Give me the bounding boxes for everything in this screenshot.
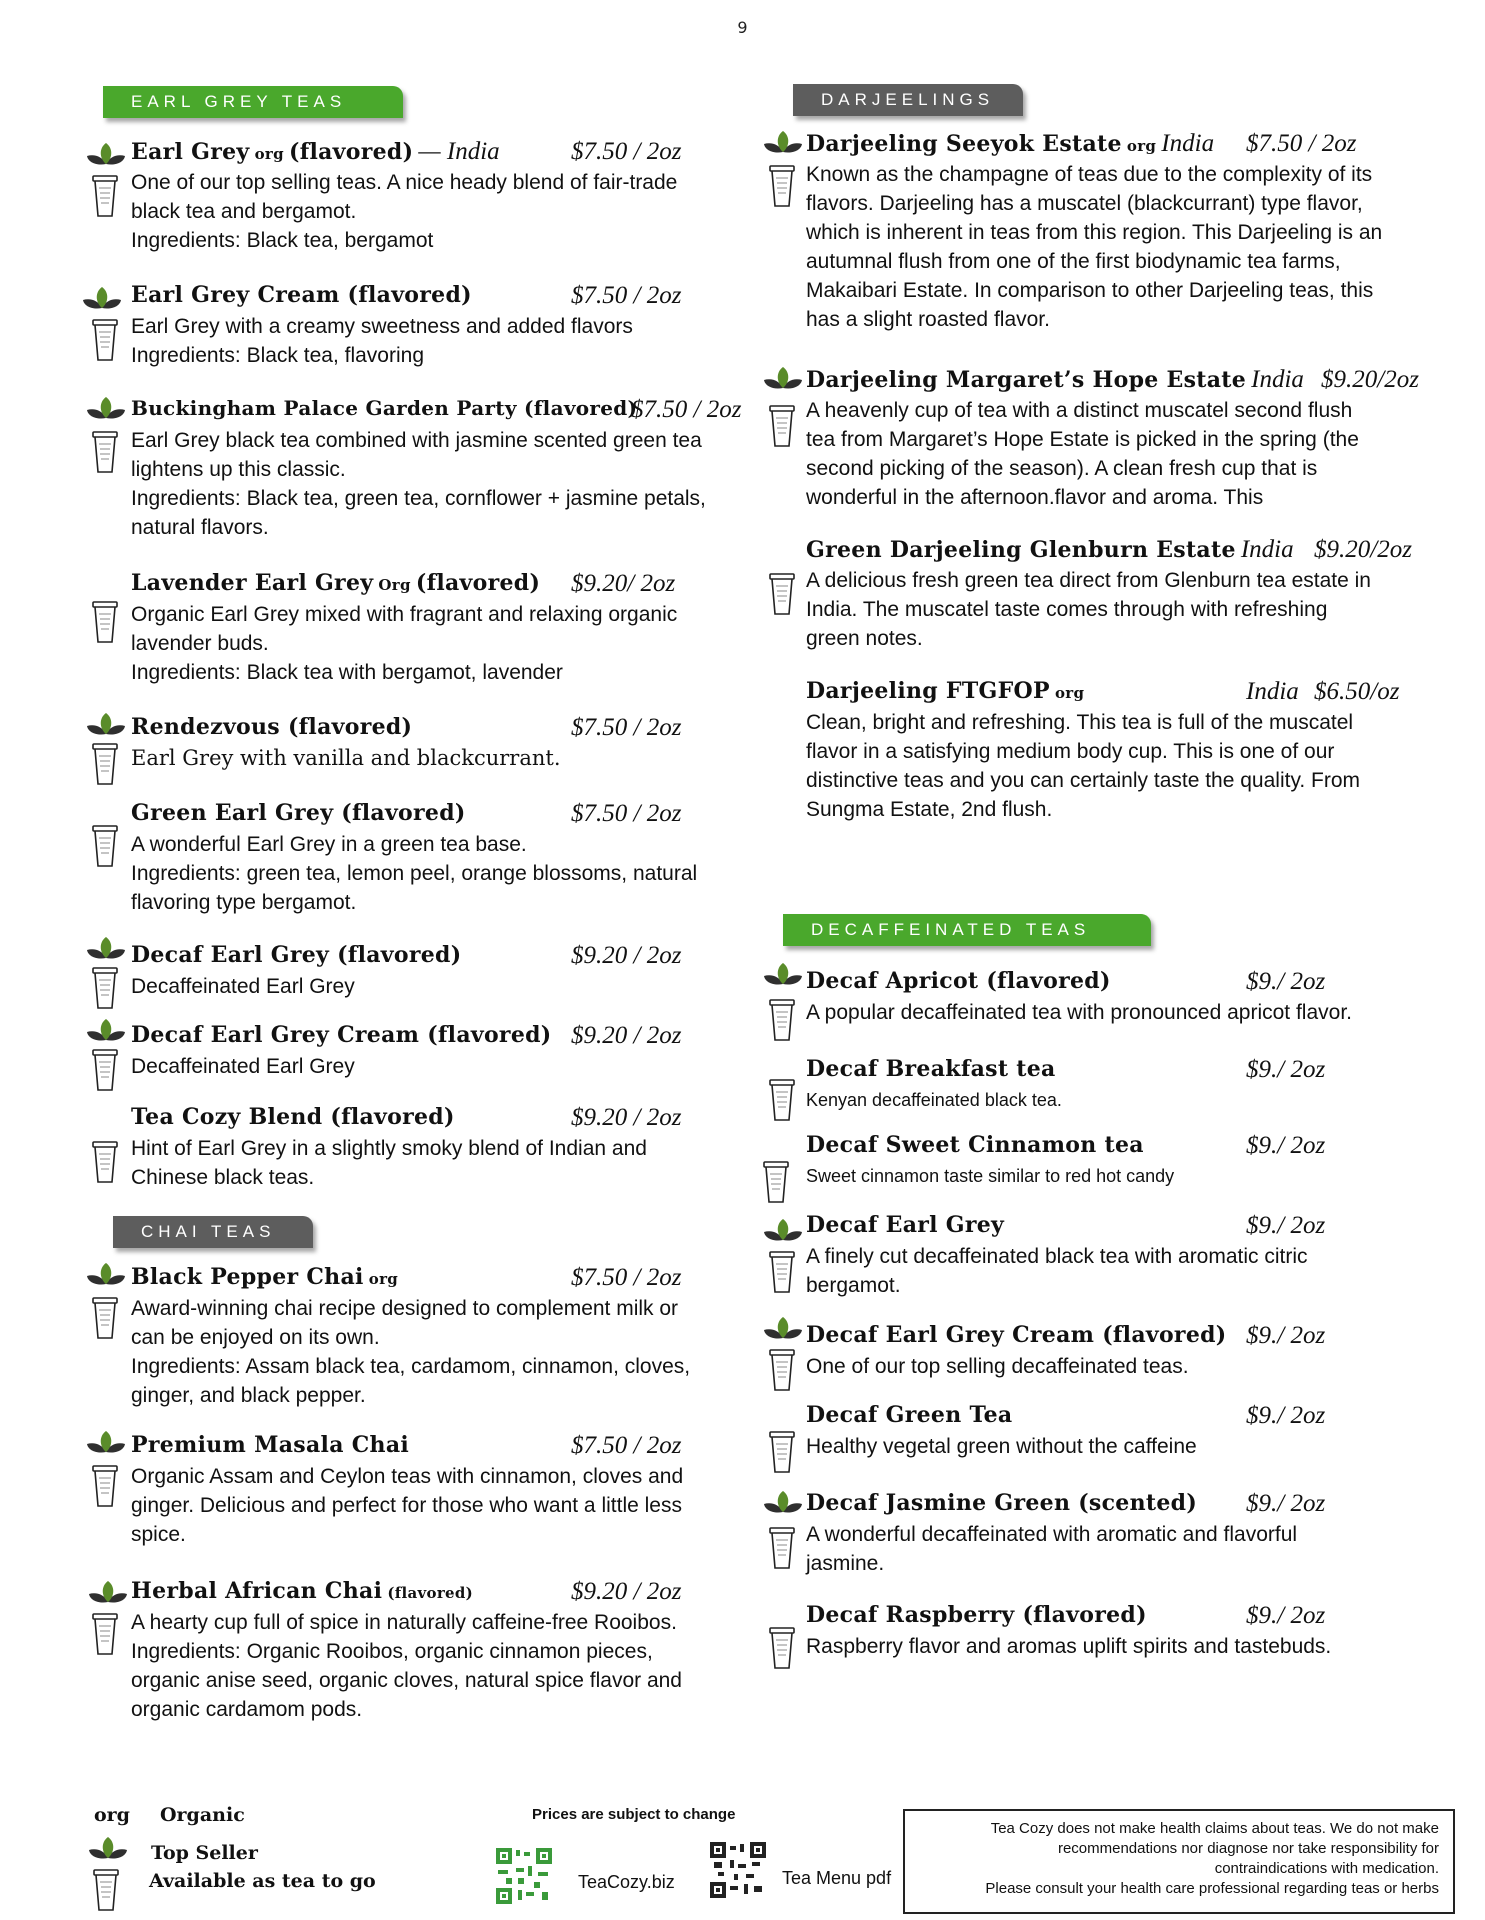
item-ingredients: Ingredients: Black tea, green tea, cornflower + jasmine petals, — [131, 487, 706, 510]
to-go-cup-icon — [769, 1430, 795, 1474]
item-description: Known as the champagne of teas due to the complexity of its — [806, 163, 1373, 186]
top-seller-icon — [86, 1018, 126, 1044]
item-name: Decaf Breakfast tea — [806, 1056, 1056, 1082]
top-seller-icon — [82, 286, 122, 312]
item-ingredients: Ingredients: Assam black tea, cardamom, cinnamon, cloves, — [131, 1355, 691, 1378]
menu-item-decaf-apricot — [806, 968, 1456, 1027]
organic-marker: org — [1054, 684, 1085, 702]
item-description: jasmine. — [806, 1552, 885, 1575]
to-go-cup-icon — [769, 1348, 795, 1392]
disclaimer-line: Please consult your health care professional regarding teas or herbs — [985, 1880, 1439, 1897]
top-seller-icon — [86, 396, 126, 422]
item-description: Award-winning chai recipe designed to complement milk or — [131, 1297, 679, 1320]
item-ingredients: flavoring type bergamot. — [131, 891, 357, 914]
menu-item-decaf-earl-grey-cream-right — [806, 1322, 1456, 1381]
item-description: Organic Assam and Ceylon teas with cinnamon, cloves and — [131, 1465, 684, 1488]
menu-item-decaf-earl-grey-right — [806, 1212, 1456, 1300]
to-go-cup-icon — [769, 1526, 795, 1570]
chai-section-header: CHAI TEAS — [113, 1216, 313, 1248]
item-description: Organic Earl Grey mixed with fragrant and relaxing organic — [131, 603, 678, 626]
item-ingredients: Ingredients: Organic Rooibos, organic cinnamon pieces, — [131, 1640, 653, 1663]
item-name: Decaf Raspberry (flavored) — [806, 1602, 1147, 1628]
item-description: Earl Grey with vanilla and blackcurrant. — [131, 746, 561, 770]
top-seller-icon — [763, 1316, 803, 1342]
item-name: Decaf Earl Grey Cream (flavored) — [806, 1322, 1227, 1348]
item-description: tea from Margaret’s Hope Estate is picked in the spring (the — [806, 428, 1359, 451]
to-go-cup-icon — [769, 1250, 795, 1294]
menu-item-darjeeling-ftgfop — [806, 678, 1456, 824]
item-origin: — India — [418, 138, 500, 165]
item-flavored: (flavored) — [288, 139, 414, 165]
menu-item-decaf-raspberry — [806, 1602, 1456, 1661]
item-description: A hearty cup full of spice in naturally caffeine-free Rooibos. — [131, 1611, 677, 1634]
item-description: Healthy vegetal green without the caffeine — [806, 1435, 1197, 1458]
item-name: Herbal African Chai — [131, 1578, 383, 1604]
website-link[interactable]: TeaCozy.biz — [578, 1872, 675, 1892]
item-price: $9./ 2oz — [1246, 968, 1326, 995]
organic-marker: org — [368, 1270, 399, 1288]
item-description: Decaffeinated Earl Grey — [131, 975, 355, 998]
item-name: Darjeeling FTGFOP — [806, 678, 1050, 704]
item-flavored: (flavored) — [387, 1584, 474, 1602]
item-name: Lavender Earl Grey — [131, 570, 374, 596]
decaf-section-header: DECAFFEINATED TEAS — [783, 914, 1151, 946]
item-price: $9.20/ 2oz — [571, 570, 676, 597]
menu-item-earl-grey-cream — [131, 282, 751, 370]
item-price: $9./ 2oz — [1246, 1602, 1326, 1629]
item-ingredients: ginger, and black pepper. — [131, 1384, 366, 1407]
item-description: A wonderful Earl Grey in a green tea base. — [131, 833, 527, 856]
menu-item-decaf-earl-grey — [131, 942, 751, 1001]
item-description: flavors. Darjeeling has a muscatel (blackcurrant) type flavor, — [806, 192, 1363, 215]
top-seller-icon — [763, 1490, 803, 1516]
qr-code-icon[interactable] — [496, 1848, 552, 1904]
darjeelings-section-header: DARJEELINGS — [793, 84, 1023, 116]
item-name: Decaf Apricot (flavored) — [806, 968, 1111, 994]
item-name: Earl Grey — [131, 139, 250, 165]
item-description: Chinese black teas. — [131, 1166, 315, 1189]
item-description: Sungma Estate, 2nd flush. — [806, 798, 1053, 821]
item-price: $7.50 / 2oz — [571, 714, 682, 741]
item-name: Tea Cozy Blend (flavored) — [131, 1104, 455, 1130]
item-origin: India — [1246, 678, 1299, 705]
to-go-cup-icon — [92, 1048, 118, 1092]
organic-marker: org — [254, 145, 284, 163]
item-price: $9.20/2oz — [1321, 366, 1419, 393]
item-name: Premium Masala Chai — [131, 1432, 410, 1458]
item-description: flavor in a satisfying medium body cup. This is one of our — [806, 740, 1335, 763]
item-description: Kenyan decaffeinated black tea. — [806, 1090, 1062, 1110]
item-description: Earl Grey with a creamy sweetness and added flavors — [131, 315, 633, 338]
menu-item-darjeeling-margarets-hope — [806, 366, 1456, 512]
item-description: Earl Grey black tea combined with jasmine scented green tea — [131, 429, 702, 452]
item-description: ginger. Delicious and perfect for those who want a little less — [131, 1494, 682, 1517]
top-seller-icon — [88, 1580, 128, 1606]
menu-item-herbal-african-chai — [131, 1578, 771, 1724]
item-description: A heavenly cup of tea with a distinct muscatel second flush — [806, 399, 1353, 422]
top-seller-icon — [763, 130, 803, 156]
item-price: $9.20 / 2oz — [571, 1104, 682, 1131]
item-name: Decaf Earl Grey Cream (flavored) — [131, 1022, 552, 1048]
top-seller-icon — [763, 366, 803, 392]
item-price: $7.50 / 2oz — [631, 396, 742, 423]
item-description: black tea and bergamot. — [131, 200, 357, 223]
item-description: spice. — [131, 1523, 186, 1546]
item-price: $7.50 / 2oz — [571, 138, 682, 165]
menu-item-tea-cozy-blend — [131, 1104, 771, 1192]
item-name: Decaf Earl Grey — [806, 1212, 1005, 1238]
to-go-cup-icon — [769, 1078, 795, 1122]
item-name: Decaf Sweet Cinnamon tea — [806, 1132, 1144, 1158]
menu-item-darjeeling-seeyok — [806, 130, 1456, 334]
item-price: $9.20 / 2oz — [571, 1578, 682, 1605]
menu-item-premium-masala-chai — [131, 1432, 771, 1549]
legend-top-seller: Top Seller — [151, 1842, 258, 1864]
item-description: has a slight roasted flavor. — [806, 308, 1050, 331]
disclaimer-line: recommendations nor diagnose nor take responsibility for — [1057, 1840, 1439, 1857]
menu-item-green-earl-grey — [131, 800, 771, 917]
item-name: Darjeeling Seeyok Estate — [806, 131, 1122, 157]
to-go-cup-icon — [92, 1140, 118, 1184]
to-go-cup-icon — [769, 1626, 795, 1670]
to-go-cup-icon — [769, 572, 795, 616]
item-price: $9.20/2oz — [1314, 536, 1412, 563]
to-go-cup-icon — [92, 430, 118, 474]
item-price: $9.20 / 2oz — [571, 942, 682, 969]
item-ingredients: Ingredients: Black tea, flavoring — [131, 344, 424, 367]
item-price: $7.50 / 2oz — [1246, 130, 1357, 157]
item-ingredients: Ingredients: Black tea, bergamot — [131, 229, 434, 252]
item-description: One of our top selling decaffeinated teas. — [806, 1355, 1189, 1378]
to-go-cup-icon — [763, 1160, 789, 1204]
item-price: $9./ 2oz — [1246, 1490, 1326, 1517]
menu-item-earl-grey — [131, 138, 751, 255]
legend-to-go: Available as tea to go — [149, 1870, 376, 1892]
item-description: A finely cut decaffeinated black tea with aromatic citric — [806, 1245, 1308, 1268]
item-origin: India — [1251, 366, 1304, 393]
item-description: A popular decaffeinated tea with pronounced apricot flavor. — [806, 1001, 1352, 1024]
to-go-cup-icon — [769, 404, 795, 448]
item-name: Darjeeling Margaret’s Hope Estate — [806, 367, 1247, 393]
item-description: One of our top selling teas. A nice heady blend of fair-trade — [131, 171, 678, 194]
item-price: $6.50/oz — [1314, 678, 1400, 705]
item-description: Makaibari Estate. In comparison to other Darjeeling teas, this — [806, 279, 1374, 302]
menu-item-black-pepper-chai — [131, 1264, 771, 1410]
top-seller-icon — [86, 142, 126, 168]
organic-marker: org — [1126, 137, 1157, 155]
menu-item-green-darjeeling-glenburn — [806, 536, 1456, 653]
top-seller-icon — [763, 962, 803, 988]
top-seller-icon — [86, 712, 126, 738]
to-go-cup-icon — [92, 1464, 118, 1508]
to-go-cup-icon — [93, 1868, 119, 1912]
top-seller-icon — [763, 1218, 803, 1244]
item-description: lightens up this classic. — [131, 458, 346, 481]
to-go-cup-icon — [92, 1296, 118, 1340]
item-description: Clean, bright and refreshing. This tea is full of the muscatel — [806, 711, 1354, 734]
item-price: $9.20 / 2oz — [571, 1022, 682, 1049]
item-name: Decaf Jasmine Green (scented) — [806, 1490, 1198, 1516]
item-description: second picking of the season). A clean fresh cup that is — [806, 457, 1318, 480]
menu-item-decaf-green-tea — [806, 1402, 1456, 1461]
menu-item-lavender-earl-grey — [131, 570, 751, 687]
item-description: Raspberry flavor and aromas uplift spirits and tastebuds. — [806, 1635, 1332, 1658]
item-ingredients: Ingredients: Black tea with bergamot, lavender — [131, 661, 563, 684]
to-go-cup-icon — [92, 318, 118, 362]
to-go-cup-icon — [92, 966, 118, 1010]
organic-marker: Org — [378, 576, 411, 594]
to-go-cup-icon — [92, 1612, 118, 1656]
item-price: $7.50 / 2oz — [571, 800, 682, 827]
item-description: green notes. — [806, 627, 923, 650]
disclaimer-line: Tea Cozy does not make health claims about teas. We do not make — [990, 1820, 1439, 1837]
item-price: $7.50 / 2oz — [571, 1432, 682, 1459]
item-price: $7.50 / 2oz — [571, 282, 682, 309]
item-description: bergamot. — [806, 1274, 901, 1297]
item-description: A wonderful decaffeinated with aromatic and flavorful — [806, 1523, 1298, 1546]
item-ingredients: organic anise seed, organic cloves, natural spice flavor and — [131, 1669, 682, 1692]
menu-item-decaf-breakfast — [806, 1056, 1456, 1115]
item-description: A delicious fresh green tea direct from Glenburn tea estate in — [806, 569, 1371, 592]
menu-item-rendezvous — [131, 714, 751, 773]
top-seller-icon — [86, 1430, 126, 1456]
tea-menu-pdf-link[interactable]: Tea Menu pdf — [782, 1868, 892, 1888]
qr-code-icon[interactable] — [710, 1842, 766, 1898]
to-go-cup-icon — [92, 600, 118, 644]
item-description: autumnal flush from one of the first biodynamic tea farms, — [806, 250, 1341, 273]
item-name: Green Darjeeling Glenburn Estate — [806, 537, 1236, 563]
health-disclaimer-box — [903, 1809, 1455, 1914]
item-description: lavender buds. — [131, 632, 269, 655]
legend-org-label: Organic — [160, 1804, 245, 1826]
item-price: $9./ 2oz — [1246, 1322, 1326, 1349]
item-description: which is inherent in teas from this region. This Darjeeling is an — [806, 221, 1383, 244]
item-description: Decaffeinated Earl Grey — [131, 1055, 355, 1078]
item-description: India. The muscatel taste comes through with refreshing — [806, 598, 1328, 621]
top-seller-icon — [86, 936, 126, 962]
to-go-cup-icon — [769, 998, 795, 1042]
page-number: 9 — [737, 18, 748, 37]
item-name: Decaf Green Tea — [806, 1402, 1013, 1428]
to-go-cup-icon — [92, 174, 118, 218]
item-origin: India — [1161, 130, 1215, 157]
to-go-cup-icon — [769, 164, 795, 208]
item-name: Rendezvous (flavored) — [131, 714, 413, 740]
earl-grey-section-header: EARL GREY TEAS — [103, 86, 403, 118]
item-price: $9./ 2oz — [1246, 1132, 1326, 1159]
item-description: distinctive teas and you can certainly taste the quality. From — [806, 769, 1361, 792]
to-go-cup-icon — [92, 824, 118, 868]
item-description: Sweet cinnamon taste similar to red hot candy — [806, 1166, 1175, 1186]
item-flavored: (flavored) — [415, 570, 541, 596]
to-go-cup-icon — [92, 742, 118, 786]
menu-item-decaf-jasmine-green — [806, 1490, 1456, 1578]
item-ingredients: Ingredients: green tea, lemon peel, orange blossoms, natural — [131, 862, 698, 885]
item-ingredients: organic cardamom pods. — [131, 1698, 363, 1721]
item-ingredients: natural flavors. — [131, 516, 269, 539]
legend-org-key: org — [94, 1804, 130, 1826]
item-price: $7.50 / 2oz — [571, 1264, 682, 1291]
item-description: Hint of Earl Grey in a slightly smoky blend of Indian and — [131, 1137, 647, 1160]
top-seller-icon — [88, 1836, 128, 1862]
item-name: Earl Grey Cream (flavored) — [131, 282, 472, 308]
prices-note: Prices are subject to change — [532, 1806, 736, 1823]
menu-item-decaf-earl-grey-cream — [131, 1022, 751, 1081]
menu-item-decaf-sweet-cinnamon — [806, 1132, 1456, 1191]
item-name: Buckingham Palace Garden Party (flavored) — [131, 396, 638, 420]
top-seller-icon — [86, 1262, 126, 1288]
item-price: $9./ 2oz — [1246, 1402, 1326, 1429]
item-name: Green Earl Grey (flavored) — [131, 800, 466, 826]
item-origin: India — [1240, 536, 1294, 563]
menu-item-buckingham-palace — [131, 396, 771, 542]
item-description: wonderful in the afternoon.flavor and aroma. This — [806, 486, 1264, 509]
item-price: $9./ 2oz — [1246, 1056, 1326, 1083]
item-description: can be enjoyed on its own. — [131, 1326, 380, 1349]
item-name: Black Pepper Chai — [131, 1264, 364, 1290]
disclaimer-line: contraindications with medication. — [1214, 1860, 1439, 1877]
item-name: Decaf Earl Grey (flavored) — [131, 942, 462, 968]
item-price: $9./ 2oz — [1246, 1212, 1326, 1239]
